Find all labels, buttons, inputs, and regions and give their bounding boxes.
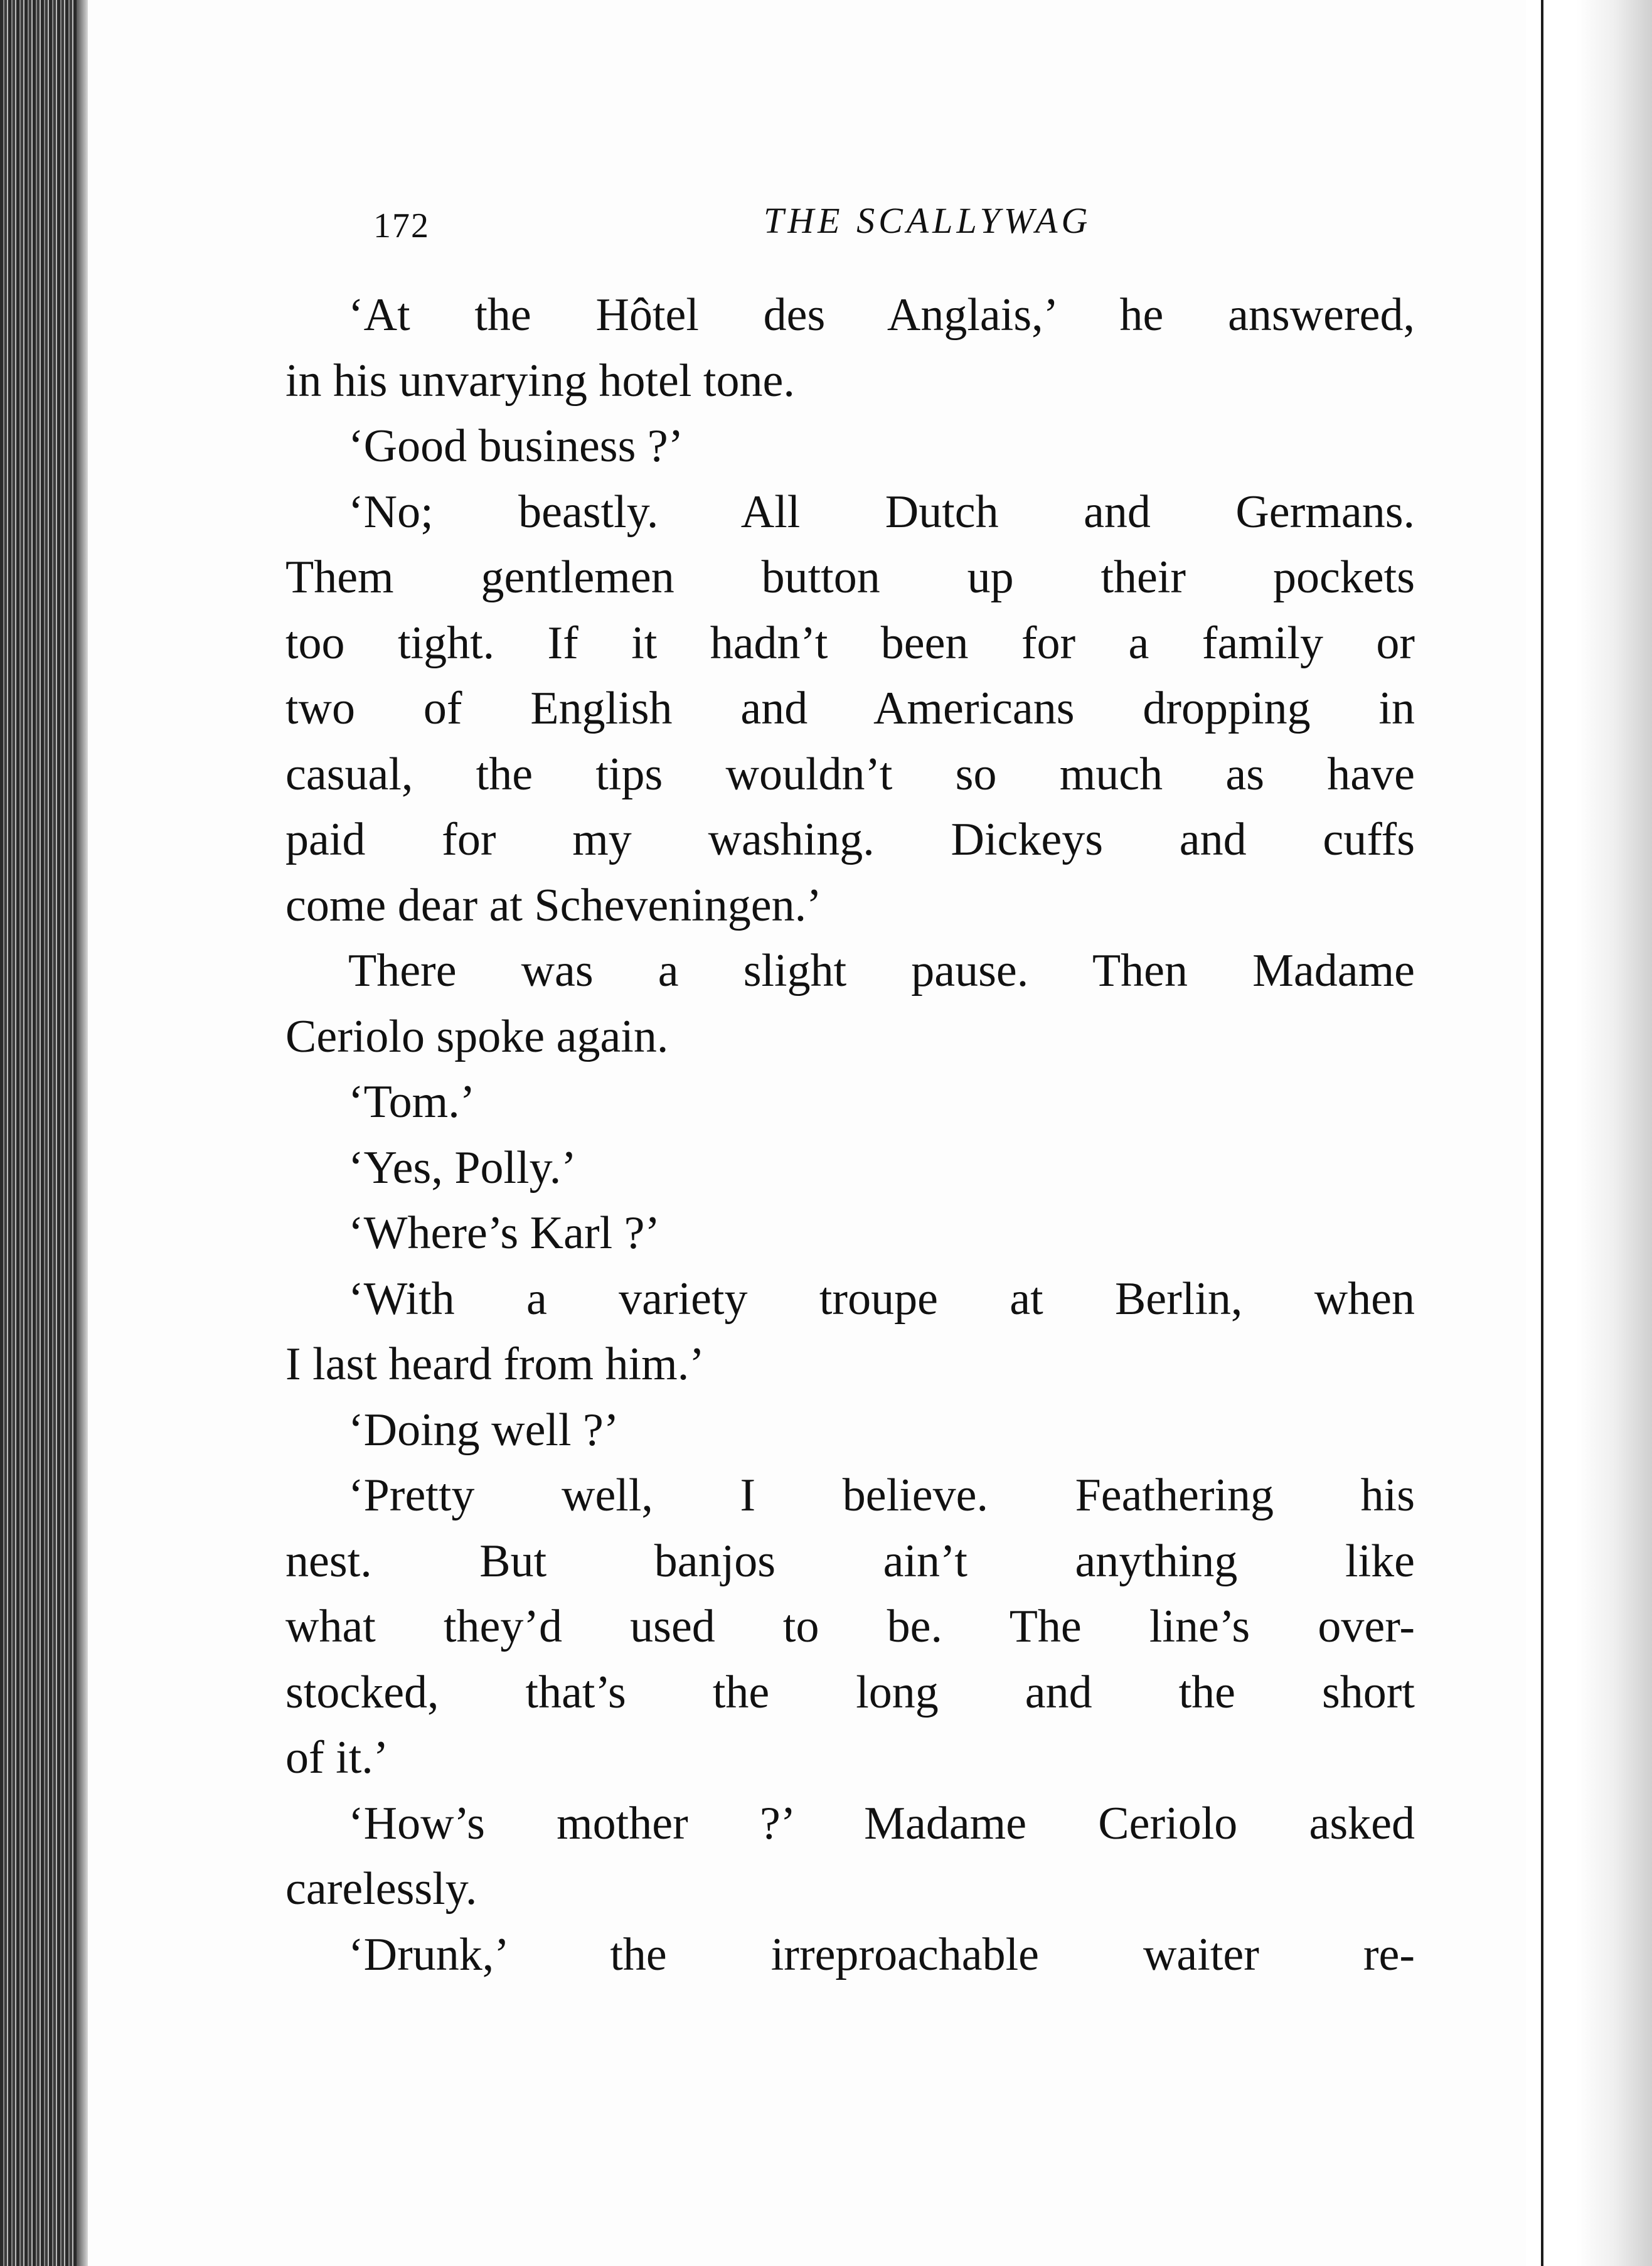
text-line: ‘With a variety troupe at Berlin, when — [348, 1273, 1415, 1325]
text-line: ‘Where’s Karl ?’ — [348, 1207, 661, 1259]
text-line: come dear at Scheveningen.’ — [285, 879, 822, 931]
body-text — [285, 282, 1415, 1987]
text-line: stocked, that’s the long and the short — [285, 1666, 1415, 1718]
page-fold-line — [1541, 0, 1543, 2266]
text-line: ‘How’s mother ?’ Madame Ceriolo asked — [348, 1797, 1415, 1849]
text-line: ‘Pretty well, I believe. Feathering his — [348, 1470, 1415, 1521]
text-line: what they’d used to be. The line’s over- — [285, 1601, 1415, 1652]
text-line: ‘Yes, Polly.’ — [348, 1141, 577, 1194]
page-number: 172 — [373, 206, 430, 245]
text-line: too tight. If it hadn’t been for a family or — [285, 617, 1415, 669]
text-line: ‘No; beastly. All Dutch and Germans. — [348, 486, 1415, 538]
text-line: ‘Doing well ?’ — [348, 1404, 619, 1456]
text-line: ‘Tom.’ — [348, 1076, 476, 1128]
text-line: paid for my washing. Dickeys and cuffs — [285, 814, 1415, 865]
text-line: in his unvarying hotel tone. — [285, 355, 795, 407]
text-line: two of English and Americans dropping in — [285, 683, 1415, 734]
text-line: ‘Drunk,’ the irreproachable waiter re- — [348, 1928, 1415, 1980]
text-line: nest. But banjos ain’t anything like — [285, 1535, 1415, 1587]
text-line: of it.’ — [285, 1732, 389, 1783]
text-line: I last heard from him.’ — [285, 1339, 705, 1390]
running-head — [373, 200, 1490, 250]
binding-shadow — [1526, 0, 1652, 2266]
text-line: Them gentlemen button up their pockets — [285, 552, 1415, 603]
text-line: ‘Good business ?’ — [348, 420, 684, 472]
running-title: THE SCALLYWAG — [764, 200, 1092, 241]
text-line: Ceriolo spoke again. — [285, 1010, 669, 1062]
text-line: casual, the tips wouldn’t so much as have — [285, 748, 1415, 800]
text-line: carelessly. — [285, 1863, 477, 1915]
text-line: ‘At the Hôtel des Anglais,’ he answered, — [348, 289, 1415, 341]
text-line: There was a slight pause. Then Madame — [348, 945, 1415, 997]
page-edge-stack — [0, 0, 88, 2266]
